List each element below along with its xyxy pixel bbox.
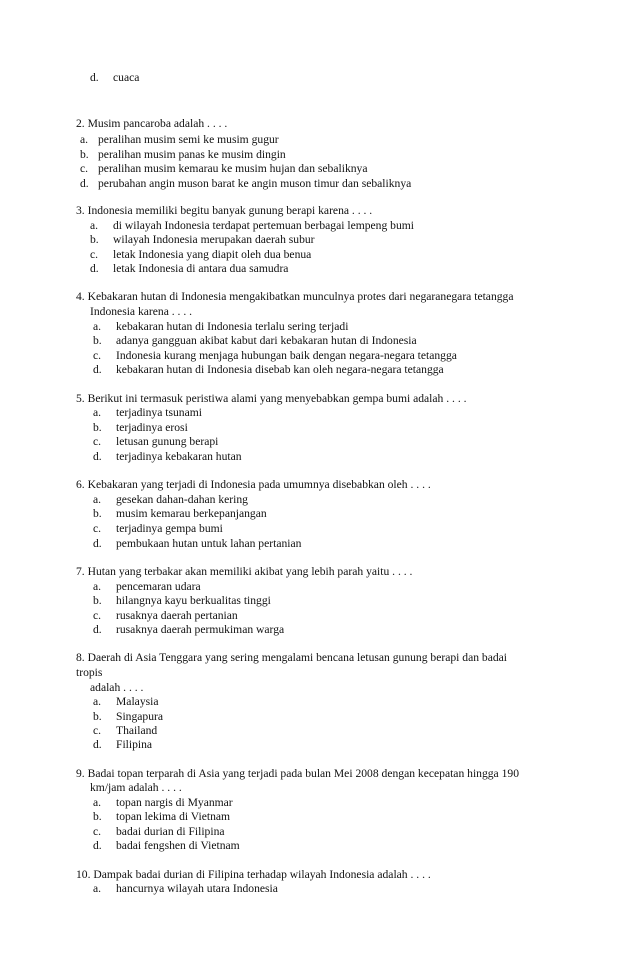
option-letter: a. (93, 493, 102, 506)
question-text: 2. Musim pancaroba adalah . . . . (76, 117, 228, 130)
option-letter: b. (93, 710, 102, 723)
option-letter: c. (93, 522, 102, 535)
option-letter: c. (80, 162, 89, 175)
question-text: 3. Indonesia memiliki begitu banyak gunung berapi karena . . . . (76, 204, 373, 217)
option-text: topan nargis di Myanmar (116, 796, 233, 809)
question-text: 9. Badai topan terparah di Asia yang terjadi pada bulan Mei 2008 dengan kecepatan hingga 190 (76, 767, 519, 780)
option-text: gesekan dahan-dahan kering (116, 493, 248, 506)
option-text: Filipina (116, 738, 153, 751)
option-letter: b. (93, 421, 102, 434)
question-text: Indonesia karena . . . . (90, 305, 193, 318)
question-text: 7. Hutan yang terbakar akan memiliki akibat yang lebih parah yaitu . . . . (76, 565, 413, 578)
question-text: km/jam adalah . . . . (90, 781, 182, 794)
option-text: cuaca (113, 71, 140, 84)
option-letter: d. (93, 450, 102, 463)
option-text: rusaknya daerah permukiman warga (116, 623, 285, 636)
option-letter: c. (93, 349, 102, 362)
option-text: terjadinya gempa bumi (116, 522, 223, 535)
question-text: tropis (76, 666, 103, 679)
option-letter: c. (93, 435, 102, 448)
option-letter: a. (93, 695, 102, 708)
option-letter: d. (93, 839, 102, 852)
option-letter: a. (93, 406, 102, 419)
option-text: terjadinya kebakaran hutan (116, 450, 242, 463)
option-letter: a. (93, 882, 102, 895)
option-letter: a. (80, 133, 89, 146)
option-text: hancurnya wilayah utara Indonesia (116, 882, 278, 895)
option-text: Indonesia kurang menjaga hubungan baik dengan negara-negara tetangga (116, 349, 457, 362)
question-text: 6. Kebakaran yang terjadi di Indonesia pada umumnya disebabkan oleh . . . . (76, 478, 431, 491)
option-letter: d. (93, 738, 102, 751)
option-letter: a. (93, 320, 102, 333)
option-text: letak Indonesia yang diapit oleh dua benua (113, 248, 312, 261)
option-text: badai durian di Filipina (116, 825, 225, 838)
option-letter: d. (90, 262, 99, 275)
option-letter: a. (90, 219, 99, 232)
option-text: Thailand (116, 724, 158, 737)
question-text: 8. Daerah di Asia Tenggara yang sering mengalami bencana letusan gunung berapi dan badai (76, 651, 508, 664)
option-text: adanya gangguan akibat kabut dari kebakaran hutan di Indonesia (116, 334, 417, 347)
option-letter: b. (90, 233, 99, 246)
option-text: pencemaran udara (116, 580, 201, 593)
option-text: musim kemarau berkepanjangan (116, 507, 267, 520)
option-text: peralihan musim kemarau ke musim hujan dan sebaliknya (98, 162, 368, 175)
question-text: adalah . . . . (90, 681, 144, 694)
question-text: 10. Dampak badai durian di Filipina terhadap wilayah Indonesia adalah . . . . (76, 868, 431, 881)
question-text: 5. Berikut ini termasuk peristiwa alami yang menyebabkan gempa bumi adalah . . . . (76, 392, 467, 405)
option-text: peralihan musim panas ke musim dingin (98, 148, 286, 161)
option-text: peralihan musim semi ke musim gugur (98, 133, 279, 146)
option-text: Malaysia (116, 695, 159, 708)
option-letter: c. (93, 609, 102, 622)
option-text: letak Indonesia di antara dua samudra (113, 262, 289, 275)
option-letter: c. (93, 724, 102, 737)
option-text: kebakaran hutan di Indonesia disebab kan oleh negara-negara tetangga (116, 363, 444, 376)
option-letter: b. (93, 507, 102, 520)
option-letter: b. (93, 334, 102, 347)
option-text: rusaknya daerah pertanian (116, 609, 238, 622)
option-text: letusan gunung berapi (116, 435, 219, 448)
option-letter: d. (93, 363, 102, 376)
option-text: Singapura (116, 710, 164, 723)
option-text: pembukaan hutan untuk lahan pertanian (116, 537, 302, 550)
option-letter: a. (93, 580, 102, 593)
option-text: wilayah Indonesia merupakan daerah subur (113, 233, 315, 246)
option-text: terjadinya tsunami (116, 406, 202, 419)
option-letter: c. (90, 248, 99, 261)
option-text: terjadinya erosi (116, 421, 188, 434)
option-letter: b. (93, 810, 102, 823)
option-letter: b. (80, 148, 89, 161)
option-text: badai fengshen di Vietnam (116, 839, 240, 852)
option-letter: d. (93, 537, 102, 550)
option-text: kebakaran hutan di Indonesia terlalu sering terjadi (116, 320, 349, 333)
option-letter: d. (80, 177, 89, 190)
option-text: topan lekima di Vietnam (116, 810, 231, 823)
option-letter: b. (93, 594, 102, 607)
option-letter: d. (93, 623, 102, 636)
option-letter: a. (93, 796, 102, 809)
option-letter: c. (93, 825, 102, 838)
question-text: 4. Kebakaran hutan di Indonesia mengakibatkan munculnya protes dari negaranegara tetangga (76, 290, 514, 303)
option-letter: d. (90, 71, 99, 84)
option-text: hilangnya kayu berkualitas tinggi (116, 594, 271, 607)
option-text: di wilayah Indonesia terdapat pertemuan berbagai lempeng bumi (113, 219, 415, 232)
option-text: perubahan angin muson barat ke angin muson timur dan sebaliknya (98, 177, 412, 190)
